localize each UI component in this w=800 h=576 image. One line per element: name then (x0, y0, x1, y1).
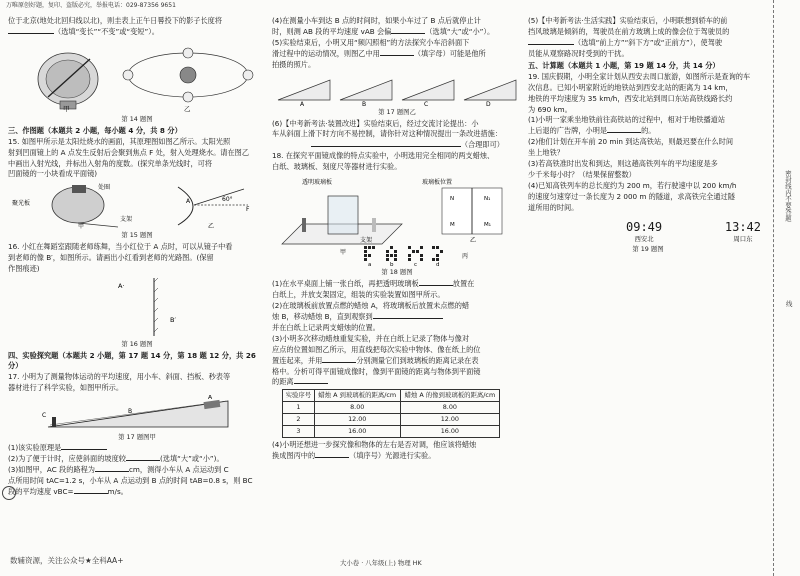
svg-text:b: b (390, 262, 394, 267)
text-line: (4)在测量小车到达 B 点的时间时，如果小车过了 B 点后就停止计 (272, 16, 481, 25)
fig14-label-a: 甲 (63, 104, 70, 113)
text-line: (3)若高铁准时出发和到达，则这趟高铁列车的平均速度是多 (528, 159, 718, 169)
table-row: 2 12.00 12.00 (283, 414, 500, 426)
text-line: 挡风玻璃是倾斜的，驾驶员在前方玻璃上成的像会位于驾驶员的 (528, 26, 730, 36)
text-line: 器材进行了科学实验，如图甲所示。 (8, 382, 124, 392)
incline-figure (8, 395, 266, 431)
text-line: 次信息。已知小明家附近的地铁站到西安北站的距离为 14 km， (528, 82, 733, 92)
text-line: (5)【中考新考法·生活实践】实验结束后，小明联想到轿车的前 (528, 16, 728, 25)
section-heading: 三、作图题（本题共 2 小题，每小题 4 分，共 8 分） (8, 125, 182, 135)
text-line: 员能从观察路况时受到的干扰。 (528, 48, 629, 58)
table-row: 1 8.00 8.00 (283, 402, 500, 414)
text-line: 滑过程中的运动情况，则图乙中用 （填字母）可能是他所 (272, 48, 486, 58)
answer-blank[interactable] (607, 126, 641, 133)
text-line: 的速度匀速穿过一条长度为 2 000 m 的隧道，求高铁完全通过隧 (528, 192, 735, 201)
svg-text:B: B (362, 100, 367, 106)
figure-caption: 第 18 题图 (381, 268, 413, 277)
binding-text: 密封线内不要答题 (784, 170, 792, 222)
text-line: 的距离 (272, 377, 522, 387)
text-line: 地铁的平均速度为 35 km/h，西安北站到周口东站高铁线路长约 (528, 93, 733, 103)
sundial-orbit-figure (8, 39, 266, 113)
binding-margin (773, 0, 800, 576)
svg-text:N: N (450, 196, 455, 203)
column-1 (8, 16, 266, 498)
answer-blank[interactable] (528, 38, 574, 45)
svg-text:聚光板: 聚光板 (12, 200, 31, 208)
svg-text:c: c (414, 262, 418, 267)
text-line: (3)小明多次移动蜡烛重复实验，并在白纸上记录了物体与像对 (272, 333, 470, 343)
figure-caption: 第 17 题图乙 (378, 107, 416, 116)
text-line: 少千米每小时？（结果保留整数） (528, 170, 636, 180)
data-table (282, 389, 500, 437)
text-line: 白纸、玻璃板、刻度尺等器材进行实验。 (272, 162, 402, 172)
seal-icon (2, 486, 16, 500)
text-line: 拍摄的照片。 (272, 59, 316, 69)
point-a: A· (118, 282, 125, 291)
figure-caption: 第 16 题图 (121, 340, 153, 349)
answer-blank[interactable] (391, 27, 425, 34)
answer-blank[interactable] (311, 140, 461, 147)
text-line: (1)小明一家乘坐地铁前往高铁站的过程中，相对于地铁播道站 (528, 115, 726, 125)
answer-blank[interactable] (315, 451, 349, 458)
answer-blank[interactable] (126, 454, 160, 461)
table-header-row: 实验序号 蜡烛 A 到玻璃板的距离/cm 蜡烛 A 的像到玻璃板的距离/cm (283, 390, 500, 402)
answer-blank[interactable] (95, 465, 129, 472)
text-line: 置连起来，并用 分别测量它们到玻璃板的距离记录在表 (272, 355, 479, 365)
svg-text:a: a (368, 262, 372, 267)
answer-blank[interactable] (373, 312, 443, 319)
svg-text:60°: 60° (222, 196, 233, 204)
svg-text:d: d (436, 262, 440, 267)
table-row: 3 16.00 16.00 (283, 425, 500, 437)
text-line: 射到凹面镜上的 A 点发生反射后会聚到焦点 F 处，射入处理烧水。请在图乙 (8, 147, 250, 157)
text-line: 作图痕迹) (8, 264, 40, 274)
section-heading: 五、计算题（本题共 1 小题，第 19 题 14 分，共 14 分） (528, 60, 720, 70)
text-line: 中画出入射光线，并标出入射角的度数。(探究单条光线时，可将 (8, 158, 213, 168)
text-line: 段的平均速度 vBC= m/s。 (8, 487, 128, 497)
svg-text:处圈: 处圈 (98, 184, 111, 192)
text-line: (3)如图甲，AC 段的路程为 cm，测得小车从 A 点运动到 C (8, 465, 229, 475)
text-line: (6)【中考新考法·装置改进】实验结束后，经过交流讨论提出：小 (272, 118, 479, 128)
figure-14 (8, 39, 266, 113)
figure-17a (8, 395, 266, 431)
svg-text:丙: 丙 (462, 253, 469, 261)
svg-text:D: D (486, 100, 491, 106)
text-line: (1)在水平桌面上铺一张白纸，再把透明玻璃板 放置在 (272, 279, 475, 289)
text-line: 并在白纸上记录两支蜡烛的位置。 (272, 322, 380, 332)
answer-blank[interactable] (380, 49, 414, 56)
text-line: 16. 小红在舞蹈室跟随老师练舞，当小红位于 A 点时，可以从镜子中看 (8, 242, 233, 252)
text-line: 点所用时间 tAC=1.2 s，小车从 A 点运动到 B 点的时间 tAB=0.8 s，则 BC (8, 476, 253, 486)
point-b: B′ (170, 316, 176, 325)
figure-caption: 第 19 题图 (632, 245, 664, 254)
answer-blank[interactable] (74, 487, 108, 494)
svg-text:甲: 甲 (78, 223, 85, 230)
text-line: 为 690 km。 (528, 104, 572, 114)
figure-15 (8, 181, 266, 229)
text-line: (2)他们计划在开车前 20 min 到达高铁站，则最迟要在什么时间 (528, 137, 734, 147)
text-line: 18. 在探究平面镜成像的特点实验中，小明选用完全相同的两支蜡烛、 (272, 151, 495, 161)
text-line: （合理即可） (272, 140, 522, 150)
text-line: (4)已知高铁列车的总长度约为 200 m，若行驶速中以 200 km/h (528, 181, 737, 191)
figure-caption: 第 15 题图 (121, 231, 153, 240)
depart-station: 西安北 (634, 235, 654, 244)
figure-17b (272, 72, 522, 106)
frequency-photo-options (272, 72, 522, 106)
text-line: (4)小明还想进一步探究像和物体的左右是否对调，他应该将蜡烛 (272, 439, 477, 449)
text-line: (2)在玻璃板前放置点燃的蜡烛 A，将玻璃板后放置未点燃的蜡 (272, 300, 470, 310)
answer-blank[interactable] (419, 279, 453, 286)
figure-16 (8, 276, 266, 338)
svg-text:乙: 乙 (208, 223, 215, 230)
text-line: 19. 国庆假期，小明全家计划从西安去周口旅游，如图所示是查询的车 (528, 71, 751, 81)
text-line: 应点的位置如图乙所示，用直线把每次实验中物体、像在纸上的位 (272, 344, 481, 354)
text-line: 15. 如图甲所示是太阳灶烧水的画面，其原理图如图乙所示。太阳光照 (8, 136, 231, 146)
answer-blank[interactable] (61, 443, 107, 450)
arrive-station: 周口东 (733, 235, 753, 244)
svg-text:A: A (186, 198, 191, 206)
text-line: 道所用的时间。 (528, 202, 579, 212)
plane-mirror-figure (272, 174, 522, 266)
svg-text:C: C (42, 411, 47, 419)
train-schedule (626, 219, 761, 244)
svg-text:支架: 支架 (360, 237, 373, 245)
depart-time: 09:49 (626, 219, 663, 234)
text-line: 到老师的像 B′，如图所示。请画出小红看到老师的光路图。(保留 (8, 253, 214, 263)
svg-text:C: C (424, 100, 429, 106)
svg-text:支架: 支架 (120, 216, 133, 224)
mirror-figure (8, 276, 266, 338)
text-line: 上后退的广告牌，小明是 的。 (528, 126, 656, 136)
top-note: 万唯原创好题，复印、盗版必究，举报电话：029-87356 9651 (6, 2, 176, 9)
answer-blank[interactable] (294, 377, 328, 384)
text-line: （选填“变长”“不变”或“变短”）。 (8, 27, 266, 37)
svg-text:M: M (450, 222, 455, 229)
text-line: 凹面镜的一小块看成平面镜) (8, 169, 98, 179)
text-line: (5)实验结束后，小明又用“频闪照相”的方法探究小车沿斜面下 (272, 37, 470, 47)
svg-text:A: A (300, 100, 305, 106)
solar-cooker-figure (8, 181, 266, 229)
svg-text:玻璃板位置: 玻璃板位置 (422, 179, 453, 187)
svg-text:A: A (208, 394, 213, 401)
text-line: 坐上地铁？ (528, 148, 564, 158)
text-line: 白纸上，并放支架固定，组装的实验装置如图甲所示。 (272, 289, 445, 299)
text-line: 17. 小明为了测量物体运动的平均速度，用小车、斜面、挡板、秒表等 (8, 371, 231, 381)
svg-text:M₁: M₁ (484, 222, 491, 229)
footer-promo: 数辅资源，关注公众号★全科AA+ (10, 556, 124, 565)
figure-caption: 第 17 题图甲 (118, 432, 156, 441)
svg-text:N₁: N₁ (484, 196, 491, 203)
text-line: (1)该实验原理是 (8, 443, 266, 453)
figure-caption: 第 14 题图 (121, 114, 153, 123)
answer-blank[interactable] (8, 27, 54, 34)
svg-text:甲: 甲 (340, 249, 347, 257)
answer-blank[interactable] (322, 356, 356, 363)
section-heading: 四、实验探究题（本题共 2 小题，第 17 题 14 分，第 18 题 12 分，共 26 分） (8, 350, 256, 370)
text-line: （选填“前上方”“斜下方”或“正前方”），使驾驶 (528, 38, 768, 48)
text-line: (2)为了便于计时，应使斜面的坡度较 (选填“大”或“小”)。 (8, 454, 224, 464)
svg-text:透明玻璃板: 透明玻璃板 (302, 179, 333, 187)
footer-title: 大小卷 · 八年级(上) 物理 HK (340, 559, 422, 567)
svg-text:乙: 乙 (470, 237, 477, 245)
svg-text:F: F (246, 206, 250, 214)
binding-mark: 线 (786, 300, 793, 308)
figure-18 (272, 174, 522, 266)
text-line: 时，则测 AB 段的平均速度 vAB 会偏 （选填“大”或“小”）。 (272, 26, 495, 36)
text-line: 格中。分析可得平面镜成像时，像到平面镜的距离与物体到平面镜 (272, 366, 481, 376)
text-line: 车从斜面上滑下时方向不易控制，请你针对这种情况提出一条改进措施： (272, 129, 503, 139)
fig14-label-b: 乙 (184, 104, 191, 113)
text-line: 换成图丙中的 （填序号）光源进行实验。 (272, 450, 436, 460)
column-2 (272, 16, 522, 462)
svg-text:B: B (128, 407, 133, 415)
column-3 (528, 16, 768, 256)
text-line: 烛 B，移动蜡烛 B，直到观察到 (272, 312, 522, 322)
arrive-time: 13:42 (724, 219, 761, 234)
text-line: 位于北京(地处北回归线以北)，则圭表上正午日晷投下的影子长度将 (8, 16, 223, 25)
